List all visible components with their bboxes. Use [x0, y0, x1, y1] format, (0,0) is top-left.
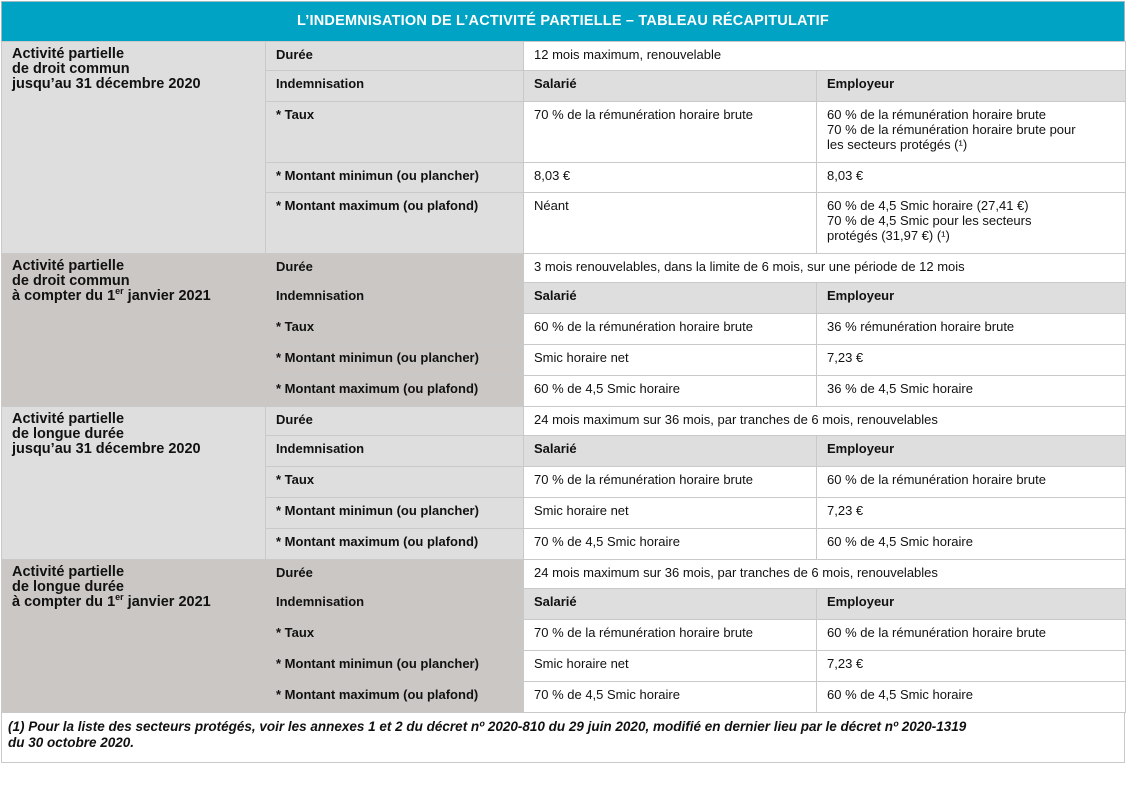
section-heading-line: Activité partielle — [12, 564, 125, 580]
cell-line: 36 % de 4,5 Smic horaire — [827, 381, 973, 396]
ordinal-superscript: er — [115, 592, 124, 603]
summary-document — [1, 1, 1125, 763]
heading-text: à compter du 1 — [12, 594, 116, 610]
cell-line: 60 % de la rémunération horaire brute — [827, 107, 1046, 122]
employeur-cell — [817, 682, 1126, 713]
cell-line: les secteurs protégés (¹) — [827, 137, 968, 152]
duree-value: 3 mois renouvelables, dans la limite de 6 mois, sur une période de 12 mois — [524, 254, 1126, 283]
duree-label: Durée — [266, 560, 524, 589]
table-row — [2, 560, 1126, 589]
cell-line: 60 % de 4,5 Smic horaire — [534, 381, 680, 396]
footnote — [1, 713, 1125, 763]
cell-line: 36 % rémunération horaire brute — [827, 319, 1015, 334]
row-label: * Taux — [266, 467, 524, 498]
section-heading-line: de droit commun — [12, 61, 130, 77]
row-label: * Montant minimun (ou plancher) — [266, 345, 524, 376]
salarie-cell — [524, 102, 817, 163]
employeur-cell — [817, 163, 1126, 193]
duree-value: 24 mois maximum sur 36 mois, par tranches de 6 mois, renouvelables — [524, 407, 1126, 436]
cell-line: 60 % de 4,5 Smic horaire — [827, 687, 973, 702]
cell-line: 60 % de la rémunération horaire brute — [534, 319, 753, 334]
cell-line: Néant — [534, 198, 569, 213]
cell-line: 70 % de la rémunération horaire brute pour — [827, 122, 1076, 137]
row-label: * Montant maximum (ou plafond) — [266, 376, 524, 407]
employeur-header: Employeur — [817, 436, 1126, 467]
section-heading-line: de longue durée — [12, 426, 124, 442]
footnote-line: du 30 octobre 2020. — [8, 735, 135, 750]
indemnisation-label: Indemnisation — [266, 436, 524, 467]
section-heading-line — [12, 286, 255, 304]
cell-line: 60 % de 4,5 Smic horaire (27,41 €) — [827, 198, 1029, 213]
ordinal-superscript: er — [115, 286, 124, 297]
employeur-cell — [817, 193, 1126, 254]
row-label: * Taux — [266, 314, 524, 345]
salarie-cell — [524, 682, 817, 713]
section-heading-line — [12, 592, 255, 610]
cell-line: 60 % de la rémunération horaire brute — [827, 472, 1046, 487]
section-heading — [2, 254, 266, 407]
section-heading-line: Activité partielle — [12, 411, 125, 427]
row-label: * Montant minimun (ou plancher) — [266, 163, 524, 193]
cell-line: 70 % de la rémunération horaire brute — [534, 625, 753, 640]
indemnisation-label: Indemnisation — [266, 589, 524, 620]
duree-value: 12 mois maximum, renouvelable — [524, 42, 1126, 71]
section-heading-line: Activité partielle — [12, 258, 125, 274]
cell-line: 60 % de la rémunération horaire brute — [827, 625, 1046, 640]
summary-table — [1, 41, 1126, 713]
salarie-cell — [524, 163, 817, 193]
section-heading-line: de droit commun — [12, 273, 130, 289]
section-heading-line: de longue durée — [12, 579, 124, 595]
salarie-cell — [524, 651, 817, 682]
row-label: * Montant maximum (ou plafond) — [266, 193, 524, 254]
employeur-cell — [817, 620, 1126, 651]
salarie-header: Salarié — [524, 589, 817, 620]
row-label: * Montant minimun (ou plancher) — [266, 651, 524, 682]
section-heading — [2, 407, 266, 560]
salarie-cell — [524, 620, 817, 651]
cell-line: Smic horaire net — [534, 350, 629, 365]
section-heading-line: Activité partielle — [12, 46, 125, 62]
salarie-cell — [524, 193, 817, 254]
employeur-cell — [817, 529, 1126, 560]
salarie-cell — [524, 529, 817, 560]
cell-line: Smic horaire net — [534, 503, 629, 518]
table-title: L’INDEMNISATION DE L’ACTIVITÉ PARTIELLE – TABLEAU RÉCAPITULATIF — [1, 1, 1125, 41]
cell-line: protégés (31,97 €) (¹) — [827, 228, 950, 243]
cell-line: Smic horaire net — [534, 656, 629, 671]
indemnisation-label: Indemnisation — [266, 283, 524, 314]
footnote-line: (1) Pour la liste des secteurs protégés, voir les annexes 1 et 2 du décret nº 2020-810 du 29 juin 2020, modifié en dernier lieu par le décret nº 2020-1319 — [8, 719, 967, 734]
salarie-header: Salarié — [524, 71, 817, 102]
cell-line: 70 % de 4,5 Smic pour les secteurs — [827, 213, 1032, 228]
section-heading — [2, 560, 266, 713]
section-heading-line: jusqu’au 31 décembre 2020 — [12, 441, 201, 457]
employeur-header: Employeur — [817, 71, 1126, 102]
employeur-cell — [817, 651, 1126, 682]
cell-line: 7,23 € — [827, 503, 864, 518]
duree-value: 24 mois maximum sur 36 mois, par tranches de 6 mois, renouvelables — [524, 560, 1126, 589]
row-label: * Taux — [266, 102, 524, 163]
duree-label: Durée — [266, 254, 524, 283]
salarie-cell — [524, 314, 817, 345]
employeur-cell — [817, 314, 1126, 345]
employeur-cell — [817, 376, 1126, 407]
salarie-cell — [524, 498, 817, 529]
cell-line: 70 % de 4,5 Smic horaire — [534, 687, 680, 702]
table-row — [2, 407, 1126, 436]
employeur-header: Employeur — [817, 283, 1126, 314]
cell-line: 70 % de la rémunération horaire brute — [534, 107, 753, 122]
salarie-header: Salarié — [524, 436, 817, 467]
heading-text: à compter du 1 — [12, 288, 116, 304]
heading-text: janvier 2021 — [123, 594, 211, 610]
row-label: * Montant maximum (ou plafond) — [266, 682, 524, 713]
employeur-cell — [817, 467, 1126, 498]
row-label: * Taux — [266, 620, 524, 651]
salarie-cell — [524, 376, 817, 407]
salarie-cell — [524, 345, 817, 376]
cell-line: 7,23 € — [827, 350, 864, 365]
row-label: * Montant maximum (ou plafond) — [266, 529, 524, 560]
duree-label: Durée — [266, 42, 524, 71]
cell-line: 70 % de la rémunération horaire brute — [534, 472, 753, 487]
salarie-cell — [524, 467, 817, 498]
heading-text: janvier 2021 — [123, 288, 211, 304]
cell-line: 8,03 € — [534, 168, 571, 183]
employeur-header: Employeur — [817, 589, 1126, 620]
salarie-header: Salarié — [524, 283, 817, 314]
employeur-cell — [817, 345, 1126, 376]
employeur-cell — [817, 498, 1126, 529]
section-heading — [2, 42, 266, 254]
indemnisation-label: Indemnisation — [266, 71, 524, 102]
row-label: * Montant minimun (ou plancher) — [266, 498, 524, 529]
employeur-cell — [817, 102, 1126, 163]
duree-label: Durée — [266, 407, 524, 436]
cell-line: 70 % de 4,5 Smic horaire — [534, 534, 680, 549]
section-heading-line: jusqu’au 31 décembre 2020 — [12, 76, 201, 92]
cell-line: 8,03 € — [827, 168, 864, 183]
cell-line: 7,23 € — [827, 656, 864, 671]
table-row — [2, 42, 1126, 71]
table-row — [2, 254, 1126, 283]
cell-line: 60 % de 4,5 Smic horaire — [827, 534, 973, 549]
